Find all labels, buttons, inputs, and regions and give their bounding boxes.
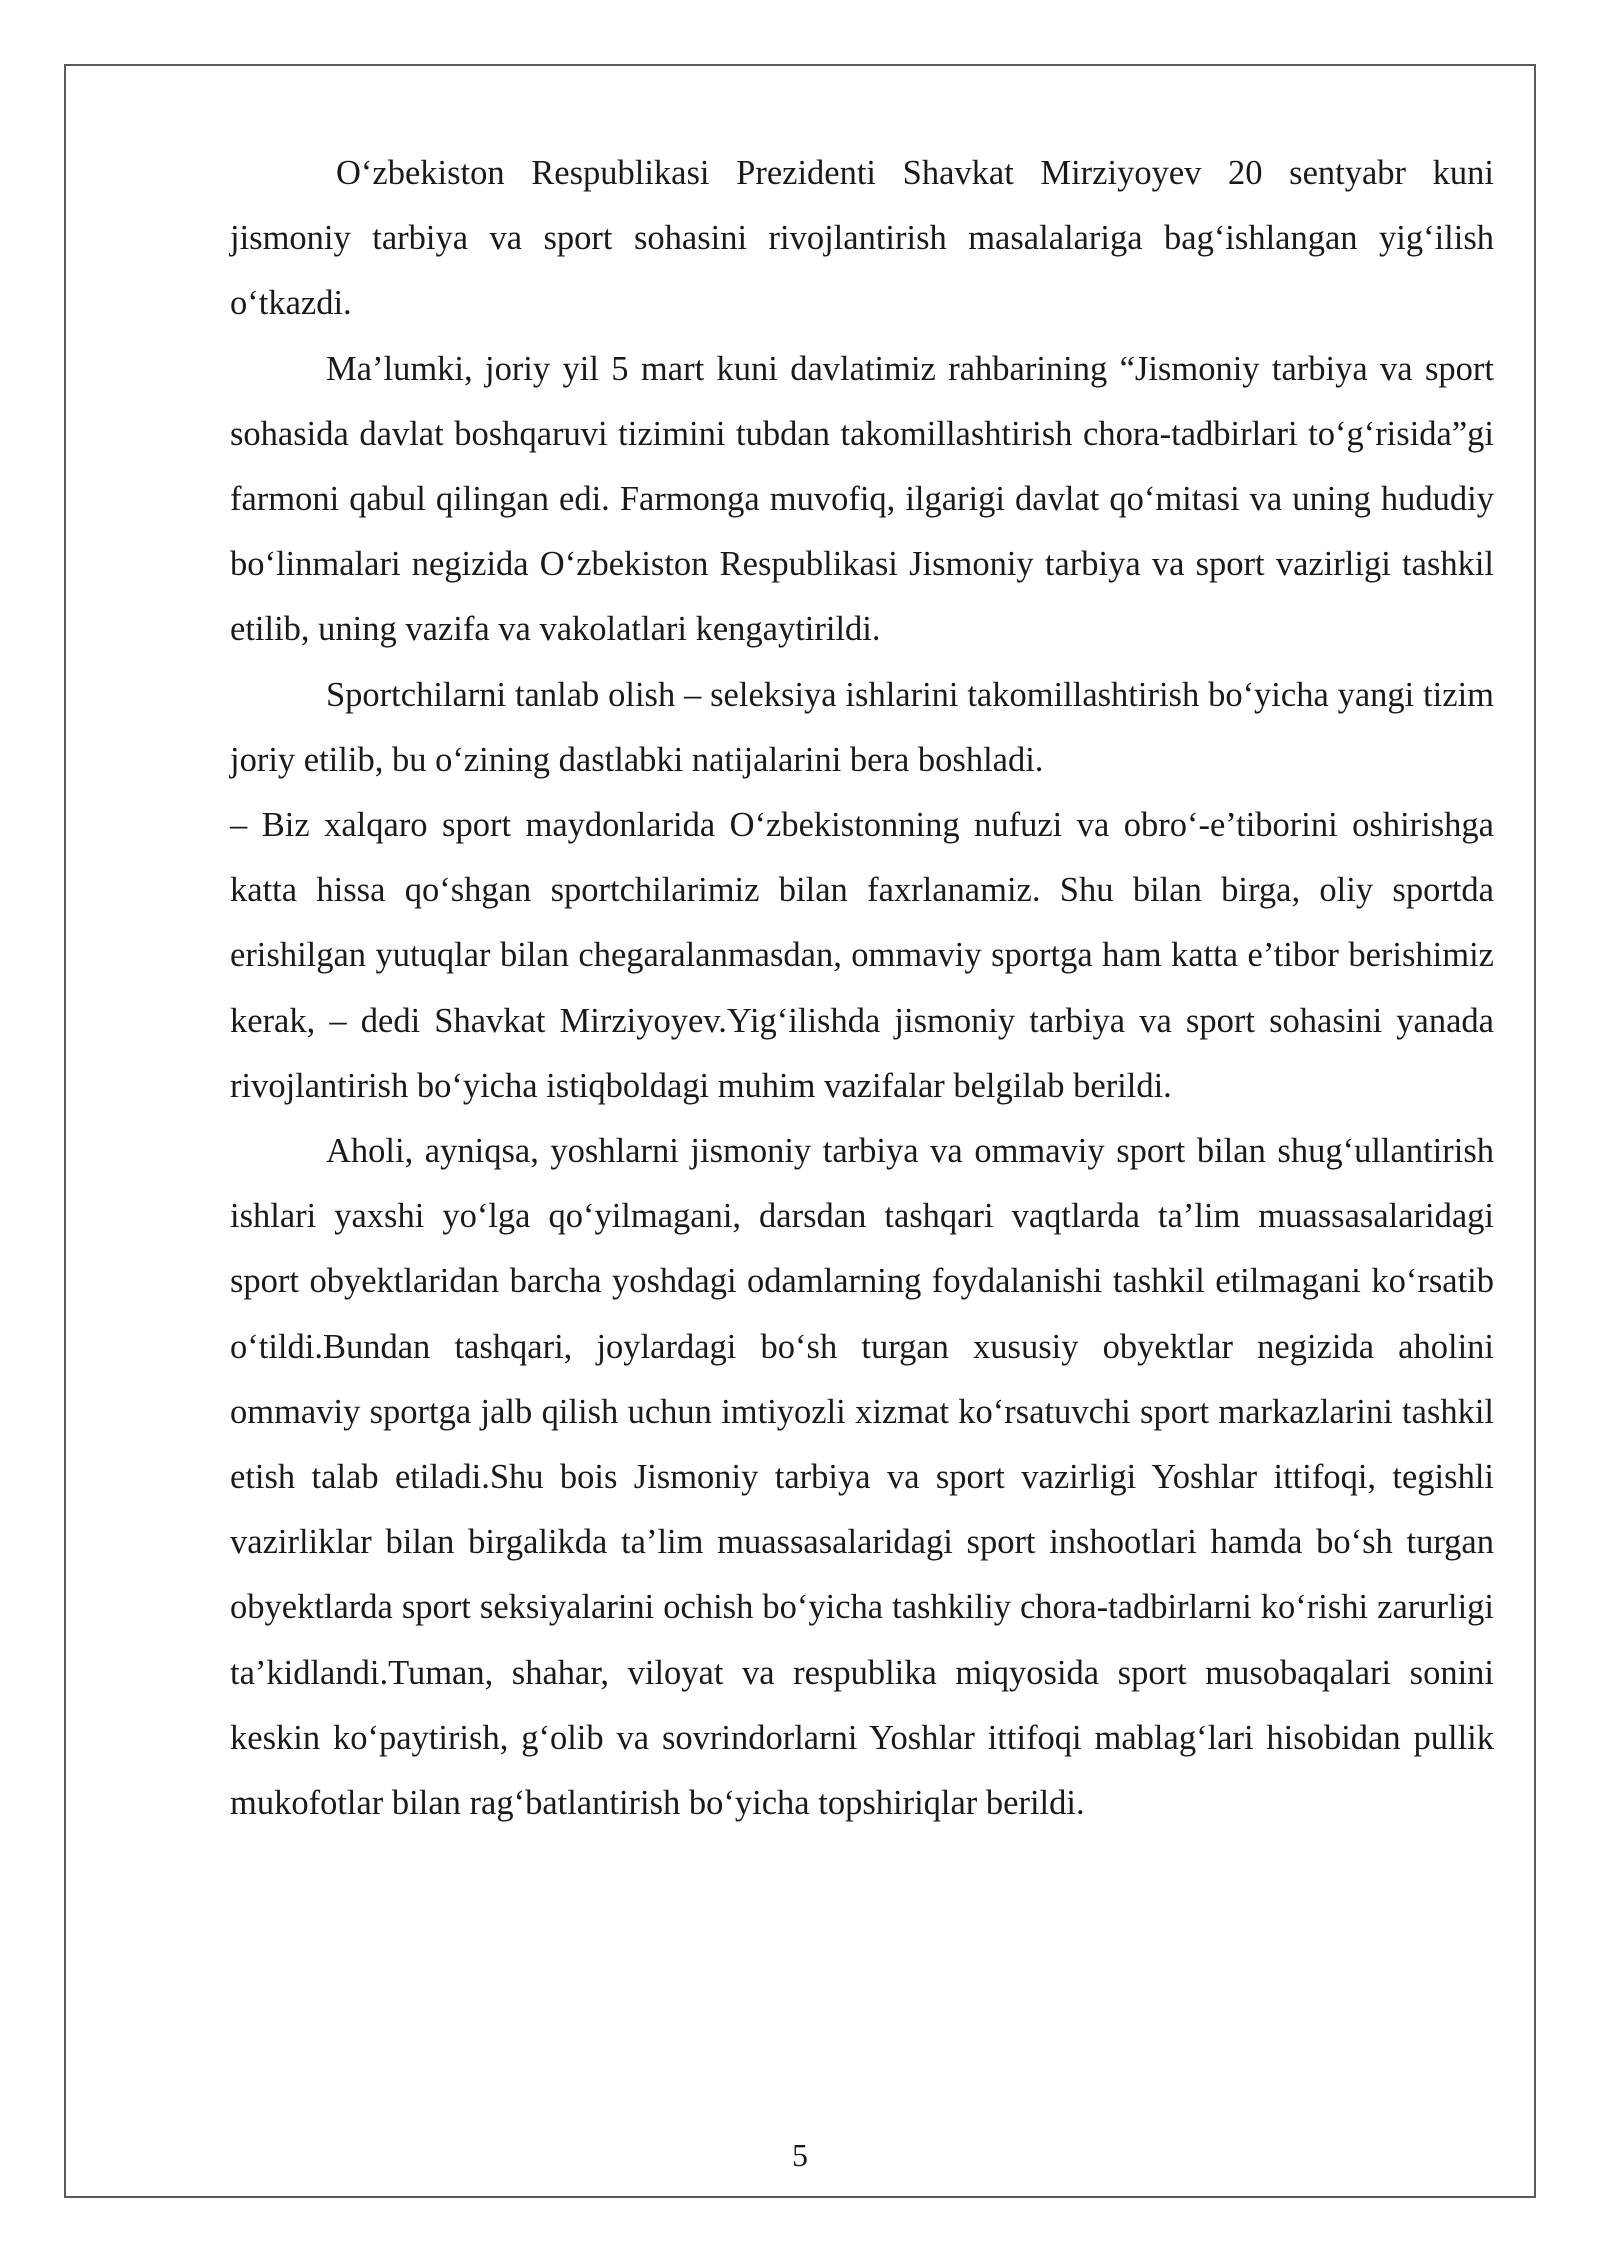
page-number: 5 <box>792 2137 808 2173</box>
paragraph-2: Ma’lumki, joriy yil 5 mart kuni davlatimiz rahbarining “Jismoniy tarbiya va sport sohasida davlat boshqaruvi tizimini tubdan takomillashtirish chora-tadbirlari to‘g‘risida”gi farmoni qabul qilingan edi. Farmonga muvofiq, ilgarigi davlat qo‘mitasi va uning hududiy bo‘linmalari negizida O‘zbekiston Respublikasi Jismoniy tarbiya va sport vazirligi tashkil etilib, uning vazifa va vakolatlari kengaytirildi. <box>230 349 1494 649</box>
paragraph-4: – Biz xalqaro sport maydonlarida O‘zbekistonning nufuzi va obro‘-e’tiborini oshirishga katta hissa qo‘shgan sportchilarimiz bilan faxrlanamiz. Shu bilan birga, oliy sportda erishilgan yutuqlar bilan chegaralanmasdan, ommaviy sportga ham katta e’tibor berishimiz kerak, – dedi Shavkat Mirziyoyev.Yig‘ilishda jismoniy tarbiya va sport sohasini yanada rivojlantirish bo‘yicha istiqboldagi muhim vazifalar belgilab berildi. <box>230 806 1494 1105</box>
paragraph-3: Sportchilarni tanlab olish – seleksiya ishlarini takomillashtirish bo‘yicha yangi tizim joriy etilib, bu o‘zining dastlabki natijalarini bera boshladi. <box>230 675 1494 779</box>
paragraph-5: Aholi, ayniqsa, yoshlarni jismoniy tarbiya va ommaviy sport bilan shug‘ullantirish ishlari yaxshi yo‘lga qo‘yilmagani, darsdan tashqari vaqtlarda ta’lim muassasalaridagi sport obyektlaridan barcha yoshdagi odamlarning foydalanishi tashkil etilmagani ko‘rsatib o‘tildi.Bundan tashqari, joylardagi bo‘sh turgan xususiy obyektlar negizida aholini ommaviy sportga jalb qilish uchun imtiyozli xizmat ko‘rsatuvchi sport markazlarini tashkil etish talab etiladi.Shu bois Jismoniy tarbiya va sport vazirligi Yoshlar ittifoqi, tegishli vazirliklar bilan birgalikda ta’lim muassasalaridagi sport inshootlari hamda bo‘sh turgan obyektlarda sport seksiyalarini ochish bo‘yicha tashkiliy chora-tadbirlarni ko‘rishi zarurligi ta’kidlandi.Tuman, shahar, viloyat va respublika miqyosida sport musobaqalari sonini keskin ko‘paytirish, g‘olib va sovrindorlarni Yoshlar ittifoqi mablag‘lari hisobidan pullik mukofotlar bilan rag‘batlantirish bo‘yicha topshiriqlar berildi. <box>230 1132 1494 1823</box>
document-body <box>230 141 1494 1836</box>
paragraph-1: O‘zbekiston Respublikasi Prezidenti Shavkat Mirziyoyev 20 sentyabr kuni jismoniy tarbiya va sport sohasini rivojlantirish masalalariga bag‘ishlangan yig‘ilish o‘tkazdi. <box>230 154 1494 323</box>
